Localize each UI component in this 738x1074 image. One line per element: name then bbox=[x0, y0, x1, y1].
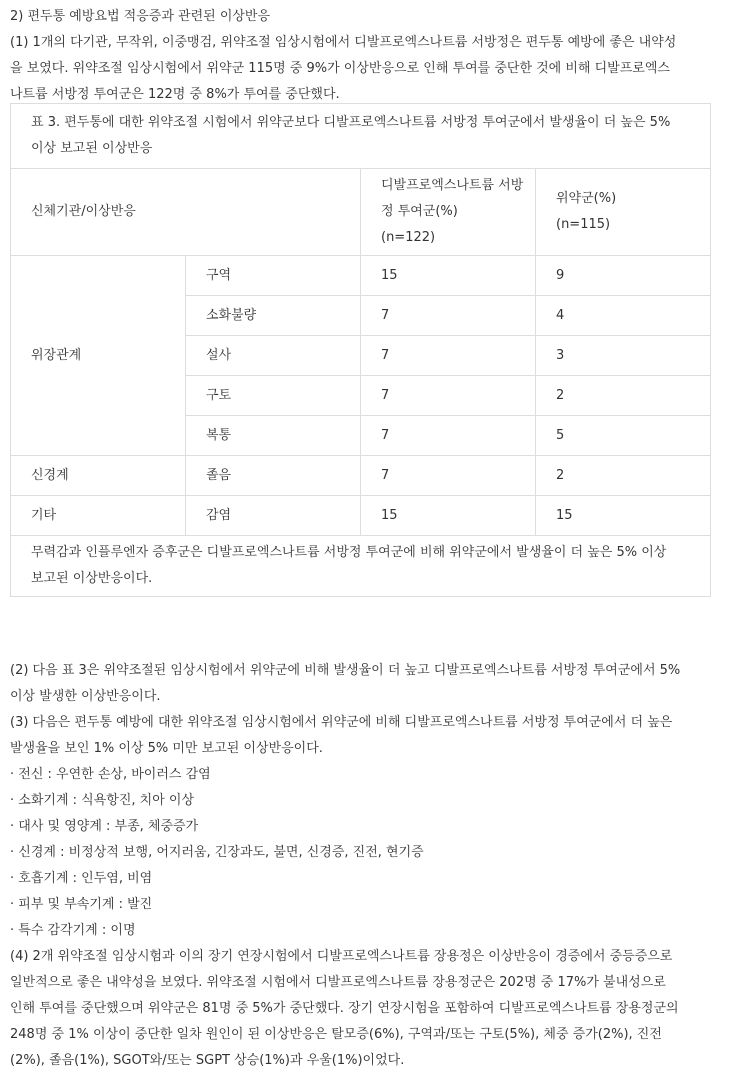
header-placebo-line: 위약군(%) bbox=[556, 191, 617, 206]
placebo-value-cell: 15 bbox=[536, 496, 711, 536]
drug-value-cell: 7 bbox=[361, 456, 536, 496]
table-footnote-line: 보고된 이상반응이다. bbox=[31, 571, 153, 586]
bullet-item: · 소화기계 : 식욕항진, 치아 이상 bbox=[10, 793, 195, 808]
table-row bbox=[11, 496, 711, 536]
header-placebo-line: (n=115) bbox=[556, 217, 611, 232]
header-drug-line: (n=122) bbox=[381, 230, 436, 245]
bottom-line: 이상 발생한 이상반응이다. bbox=[10, 689, 161, 704]
event-cell: 감염 bbox=[186, 496, 361, 536]
table-footnote bbox=[11, 536, 711, 597]
placebo-value-cell: 2 bbox=[536, 456, 711, 496]
bottom-line: (2) 다음 표 3은 위약조절된 임상시험에서 위약군에 비해 발생율이 더 높고 디발프로엑스나트륨 서방정 투여군에서 5% bbox=[10, 663, 681, 678]
drug-value-cell: 15 bbox=[361, 256, 536, 296]
table-row bbox=[11, 456, 711, 496]
bottom-line: (4) 2개 위약조절 임상시험과 이의 장기 연장시험에서 디발프로엑스나트륨 장용정은 이상반응이 경증에서 중등증으로 bbox=[10, 949, 673, 964]
placebo-value-cell: 4 bbox=[536, 296, 711, 336]
header-drug-line: 디발프로엑스나트륨 서방 bbox=[381, 178, 524, 193]
intro-line: (1) 1개의 다기관, 무작위, 이중맹검, 위약조절 임상시험에서 디발프로엑스나트륨 서방정은 편두통 예방에 좋은 내약성 bbox=[10, 35, 677, 50]
intro-line: 을 보였다. 위약조절 임상시험에서 위약군 115명 중 9%가 이상반응으로 인해 투여를 중단한 것에 비해 디발프로엑스 bbox=[10, 61, 670, 76]
header-placebo bbox=[536, 169, 711, 256]
table-footnote-line: 무력감과 인플루엔자 증후군은 디발프로엑스나트륨 서방정 투여군에 비해 위약군에서 발생율이 더 높은 5% 이상 bbox=[31, 545, 667, 560]
section-title bbox=[10, 4, 722, 30]
placebo-value-cell: 3 bbox=[536, 336, 711, 376]
drug-value-cell: 7 bbox=[361, 336, 536, 376]
header-category bbox=[11, 169, 361, 256]
event-cell: 구토 bbox=[186, 376, 361, 416]
drug-value-cell: 7 bbox=[361, 416, 536, 456]
bottom-line: 발생율을 보인 1% 이상 5% 미만 보고된 이상반응이다. bbox=[10, 741, 323, 756]
drug-value-cell: 7 bbox=[361, 296, 536, 336]
event-cell: 졸음 bbox=[186, 456, 361, 496]
bottom-line: (3) 다음은 편두통 예방에 대한 위약조절 임상시험에서 위약군에 비해 디발프로엑스나트륨 서방정 투여군에서 더 높은 bbox=[10, 715, 673, 730]
placebo-value-cell: 2 bbox=[536, 376, 711, 416]
header-category-label: 신체기관/이상반응 bbox=[31, 204, 136, 219]
adverse-reaction-table bbox=[10, 103, 711, 597]
event-cell: 설사 bbox=[186, 336, 361, 376]
bottom-paragraphs bbox=[10, 658, 722, 1074]
intro-line: 나트륨 서방정 투여군은 122명 중 8%가 투여를 중단했다. bbox=[10, 87, 340, 102]
table-caption-line: 이상 보고된 이상반응 bbox=[31, 141, 153, 156]
table-caption-line: 표 3. 편두통에 대한 위약조절 시험에서 위약군보다 디발프로엑스나트륨 서방정 투여군에서 발생율이 더 높은 5% bbox=[31, 115, 671, 130]
event-cell: 구역 bbox=[186, 256, 361, 296]
event-cell: 소화불량 bbox=[186, 296, 361, 336]
table-row bbox=[11, 256, 711, 296]
drug-value-cell: 7 bbox=[361, 376, 536, 416]
placebo-value-cell: 5 bbox=[536, 416, 711, 456]
bullet-item: · 전신 : 우연한 손상, 바이러스 감염 bbox=[10, 767, 211, 782]
system-cell: 위장관계 bbox=[11, 256, 186, 456]
bottom-line: 인해 투여를 중단했으며 위약군은 81명 중 5%가 중단했다. 장기 연장시험을 포함하여 디발프로엑스나트륨 장용정군의 bbox=[10, 1001, 679, 1016]
bullet-item: · 대사 및 영양계 : 부종, 체중증가 bbox=[10, 819, 199, 834]
bullet-item: · 피부 및 부속기계 : 발진 bbox=[10, 897, 153, 912]
bullet-item: · 호흡기계 : 인두염, 비염 bbox=[10, 871, 153, 886]
bullet-item: · 신경계 : 비정상적 보행, 어지러움, 긴장과도, 불면, 신경증, 진전, 현기증 bbox=[10, 845, 424, 860]
drug-value-cell: 15 bbox=[361, 496, 536, 536]
event-cell: 복통 bbox=[186, 416, 361, 456]
header-drug bbox=[361, 169, 536, 256]
header-drug-line: 정 투여군(%) bbox=[381, 204, 458, 219]
placebo-value-cell: 9 bbox=[536, 256, 711, 296]
bottom-line: 248명 중 1% 이상이 중단한 일차 원인이 된 이상반응은 탈모증(6%), 구역과/또는 구토(5%), 체중 증가(2%), 진전 bbox=[10, 1027, 662, 1042]
system-cell: 신경계 bbox=[11, 456, 186, 496]
bottom-line: 일반적으로 좋은 내약성을 보였다. 위약조절 시험에서 디발프로엑스나트륨 장용정군은 202명 중 17%가 불내성으로 bbox=[10, 975, 666, 990]
bottom-line: (2%), 졸음(1%), SGOT와/또는 SGPT 상승(1%)과 우울(1%)이었다. bbox=[10, 1053, 405, 1068]
intro-paragraph bbox=[10, 30, 722, 108]
bullet-item: · 특수 감각기계 : 이명 bbox=[10, 923, 136, 938]
system-cell: 기타 bbox=[11, 496, 186, 536]
table-caption bbox=[11, 104, 711, 169]
section-title-text: 2) 편두통 예방요법 적응증과 관련된 이상반응 bbox=[10, 9, 271, 24]
